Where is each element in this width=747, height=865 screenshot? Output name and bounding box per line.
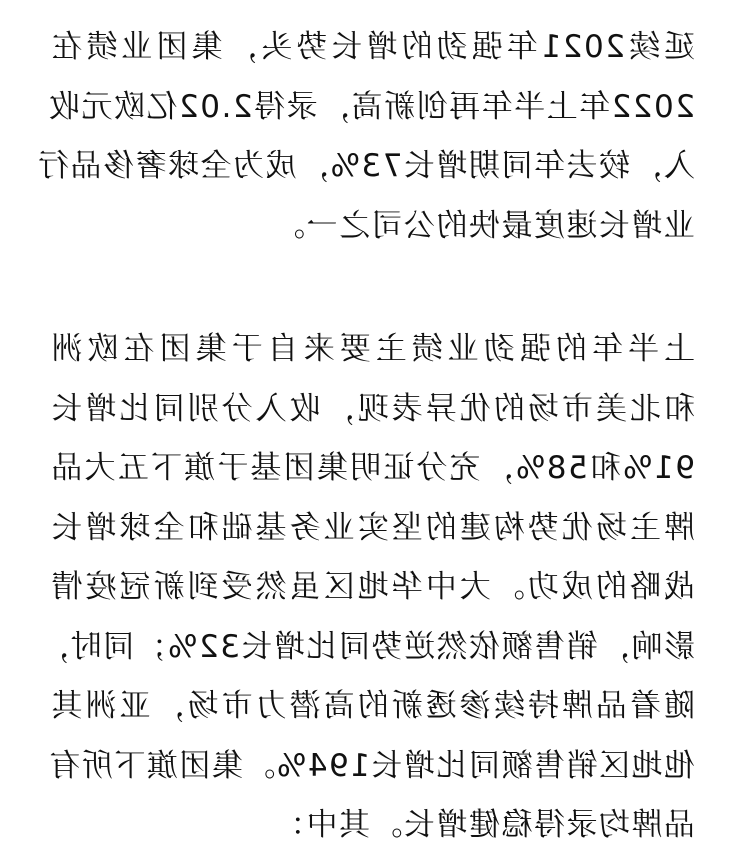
text-line: 2022年上半年再创新高，录得2.02亿欧元收 xyxy=(47,88,695,125)
paragraph-1 xyxy=(36,18,695,256)
text-line: 入，较去年同期增长73%，成为全球奢侈品行 xyxy=(36,148,695,184)
text-line: 牌主场优势构建的坚实业务基础和全球增长 xyxy=(50,509,695,546)
text-line: 品牌均录得稳健增长。其中： xyxy=(272,807,695,843)
text-line: 上半年的强劲业绩主要来自于集团在欧洲 xyxy=(50,331,695,367)
paragraph-2 xyxy=(36,320,695,856)
text-line: 业增长速度最快的公司之一。 xyxy=(272,207,695,244)
text-line: 延续2021年强劲的增长势头，集团业绩在 xyxy=(50,29,695,65)
text-line: 和北美市场的优异表现，收入分别同比增长 xyxy=(50,390,695,427)
text-line: 战略的成功。大中华地区虽然受到新冠疫情 xyxy=(50,569,695,605)
text-line: 91%和58%，充分证明集团基于旗下五大品 xyxy=(50,450,695,486)
text-line: 他地区销售额同比增长194%。集团旗下所有 xyxy=(47,747,695,784)
text-line: 影响，销售额依然逆势同比增长32%；同时， xyxy=(36,628,695,665)
text-line: 随着品牌持续渗透新的高潜力市场，亚洲其 xyxy=(50,688,695,724)
